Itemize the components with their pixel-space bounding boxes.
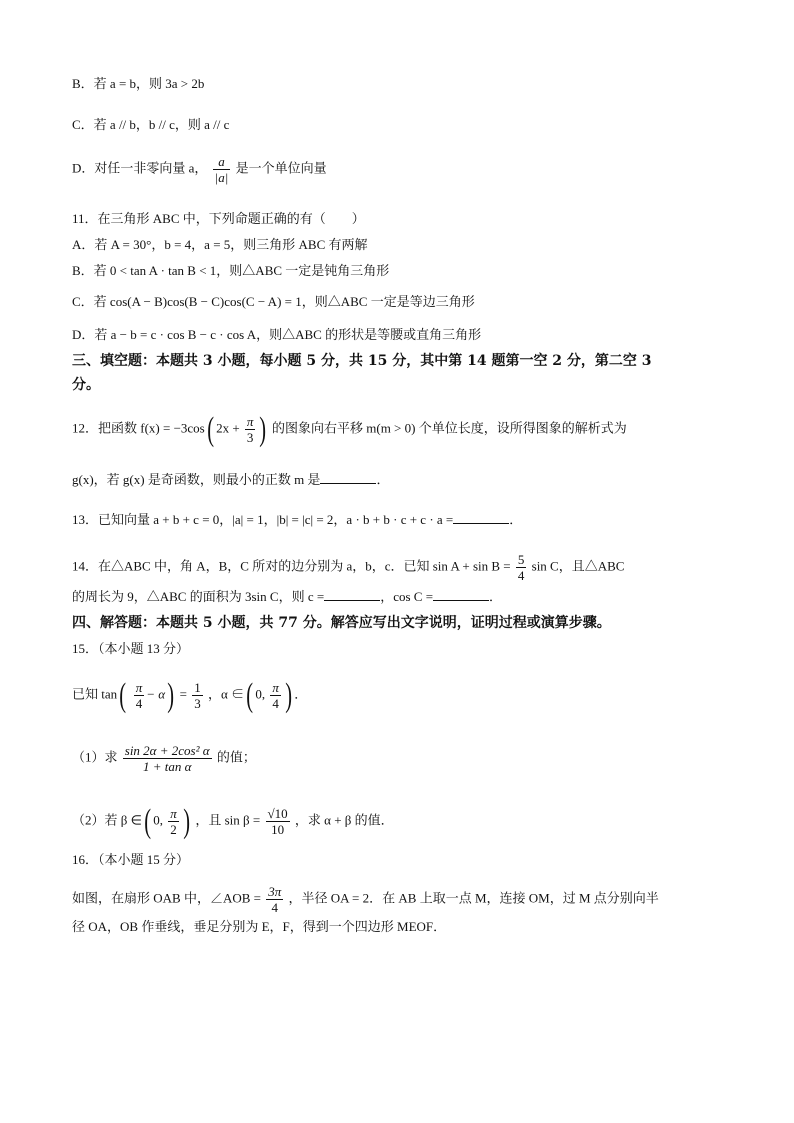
q16-head: 16．（本小题 15 分） (72, 852, 190, 867)
q16-line1: 如图，在扇形 OAB 中，∠AOB = $\frac{3\pi}{4}$ ，半径 OA = 2．在 AB 上取一点 M，连接 OM，过 M 点分别向半 (72, 884, 659, 915)
option-d-prev: D．对任一非零向量 a， $\frac{a}{|a|}$ 是一个单位向量 (72, 154, 327, 185)
q14-answer-blank-c[interactable] (324, 588, 380, 601)
q15-sub2: （2）若 β ∈( 0, $\frac{\pi}{2}$ ) ，且 sin β = $\frac{√10}{10}$ ，求 α + β 的值． (72, 802, 394, 840)
q11-stem: 11．在三角形 ABC 中，下列命题正确的有（ ） (72, 211, 365, 226)
q14-line1: 14．在△ABC 中，角 A，B，C 所对的边分别为 a，b，c．已知 sin A + sin B = $\frac{5}{4}$ sin C，且△ABC (72, 552, 625, 583)
q12-line2: g(x)，若 g(x) 是奇函数，则最小的正数 m 是 ． (72, 472, 390, 487)
pi-over-4-fraction: $\frac{\pi}{4}$ (135, 680, 143, 711)
q12-answer-blank[interactable] (320, 471, 376, 484)
q11-option-a: A．若 A = 30°，b = 4，a = 5，则三角形 ABC 有两解 (72, 237, 368, 252)
q11-option-b: B．若 0 < tan A · tan B < 1，则△ABC 一定是钝角三角形 (72, 263, 390, 278)
q15-head: 15．（本小题 13 分） (72, 641, 190, 656)
q14-line2: 的周长为 9，△ABC 的面积为 3sin C，则 c = ，cos C = ． (72, 589, 503, 604)
q15-given: 已知 tan( $\frac{\pi}{4}$ − α) = $\frac{1}{3}$ ，α ∈( 0, $\frac{\pi}{4}$ ) ． (72, 676, 308, 714)
q13-line: 13．已知向量 a + b + c = 0，|a| = 1，|b| = |c| = 2，a · b + b · c + c · a = ． (72, 512, 523, 527)
section3-heading-line2: 分。 (72, 377, 100, 393)
option-c-prev: C．若 a // b，b // c，则 a // c (72, 117, 230, 132)
five-quarters-fraction: $\frac{5}{4}$ (517, 552, 525, 583)
unit-vector-fraction: $\frac{a}{|a|}$ (214, 154, 229, 185)
q15-sub1: （1）求 $\frac{\text{sin 2α + 2cos² α}}{\text{1 + tan α}}$ 的值； (72, 743, 256, 774)
q13-answer-blank[interactable] (453, 511, 509, 524)
pi-over-2-fraction: $\frac{\pi}{2}$ (170, 806, 177, 837)
one-third-fraction: $\frac{1}{3}$ (194, 680, 201, 711)
q15-expression-fraction: $\frac{\text{sin 2α + 2cos² α}}{\text{1 + tan α}}$ (124, 743, 210, 774)
section3-heading-line1: 三、填空题：本题共 3 小题，每小题 5 分，共 15 分，其中第 14 题第一空 2 分，第二空 3 (72, 353, 652, 369)
pi-over-3-fraction: $\frac{\pi}{3}$ (246, 414, 254, 445)
option-b-prev: B．若 a = b，则 3a > 2b (72, 76, 205, 91)
q12-line1: 12．把函数 f(x) = −3cos( 2x + $\frac{\pi}{3}$ ) 的图象向右平移 m(m > 0) 个单位长度，设所得图象的解析式为 (72, 410, 627, 448)
q11-option-c: C．若 cos(A − B)cos(B − C)cos(C − A) = 1，则△ABC 一定是等边三角形 (72, 294, 475, 309)
q16-line2: 径 OA，OB 作垂线，垂足分别为 E，F，得到一个四边形 MEOF． (72, 919, 447, 934)
q14-answer-blank-cosc[interactable] (433, 588, 489, 601)
q11-option-d: D．若 a − b = c · cos B − c · cos A，则△ABC 的形状是等腰或直角三角形 (72, 327, 482, 342)
sqrt10-over-10-fraction: $\frac{√10}{10}$ (267, 806, 288, 837)
section4-heading: 四、解答题：本题共 5 小题，共 77 分。解答应写出文字说明，证明过程或演算步骤。 (72, 615, 611, 631)
pi-over-4-range-fraction: $\frac{\pi}{4}$ (272, 680, 279, 711)
three-pi-over-4-fraction: $\frac{3\pi}{4}$ (268, 884, 282, 915)
